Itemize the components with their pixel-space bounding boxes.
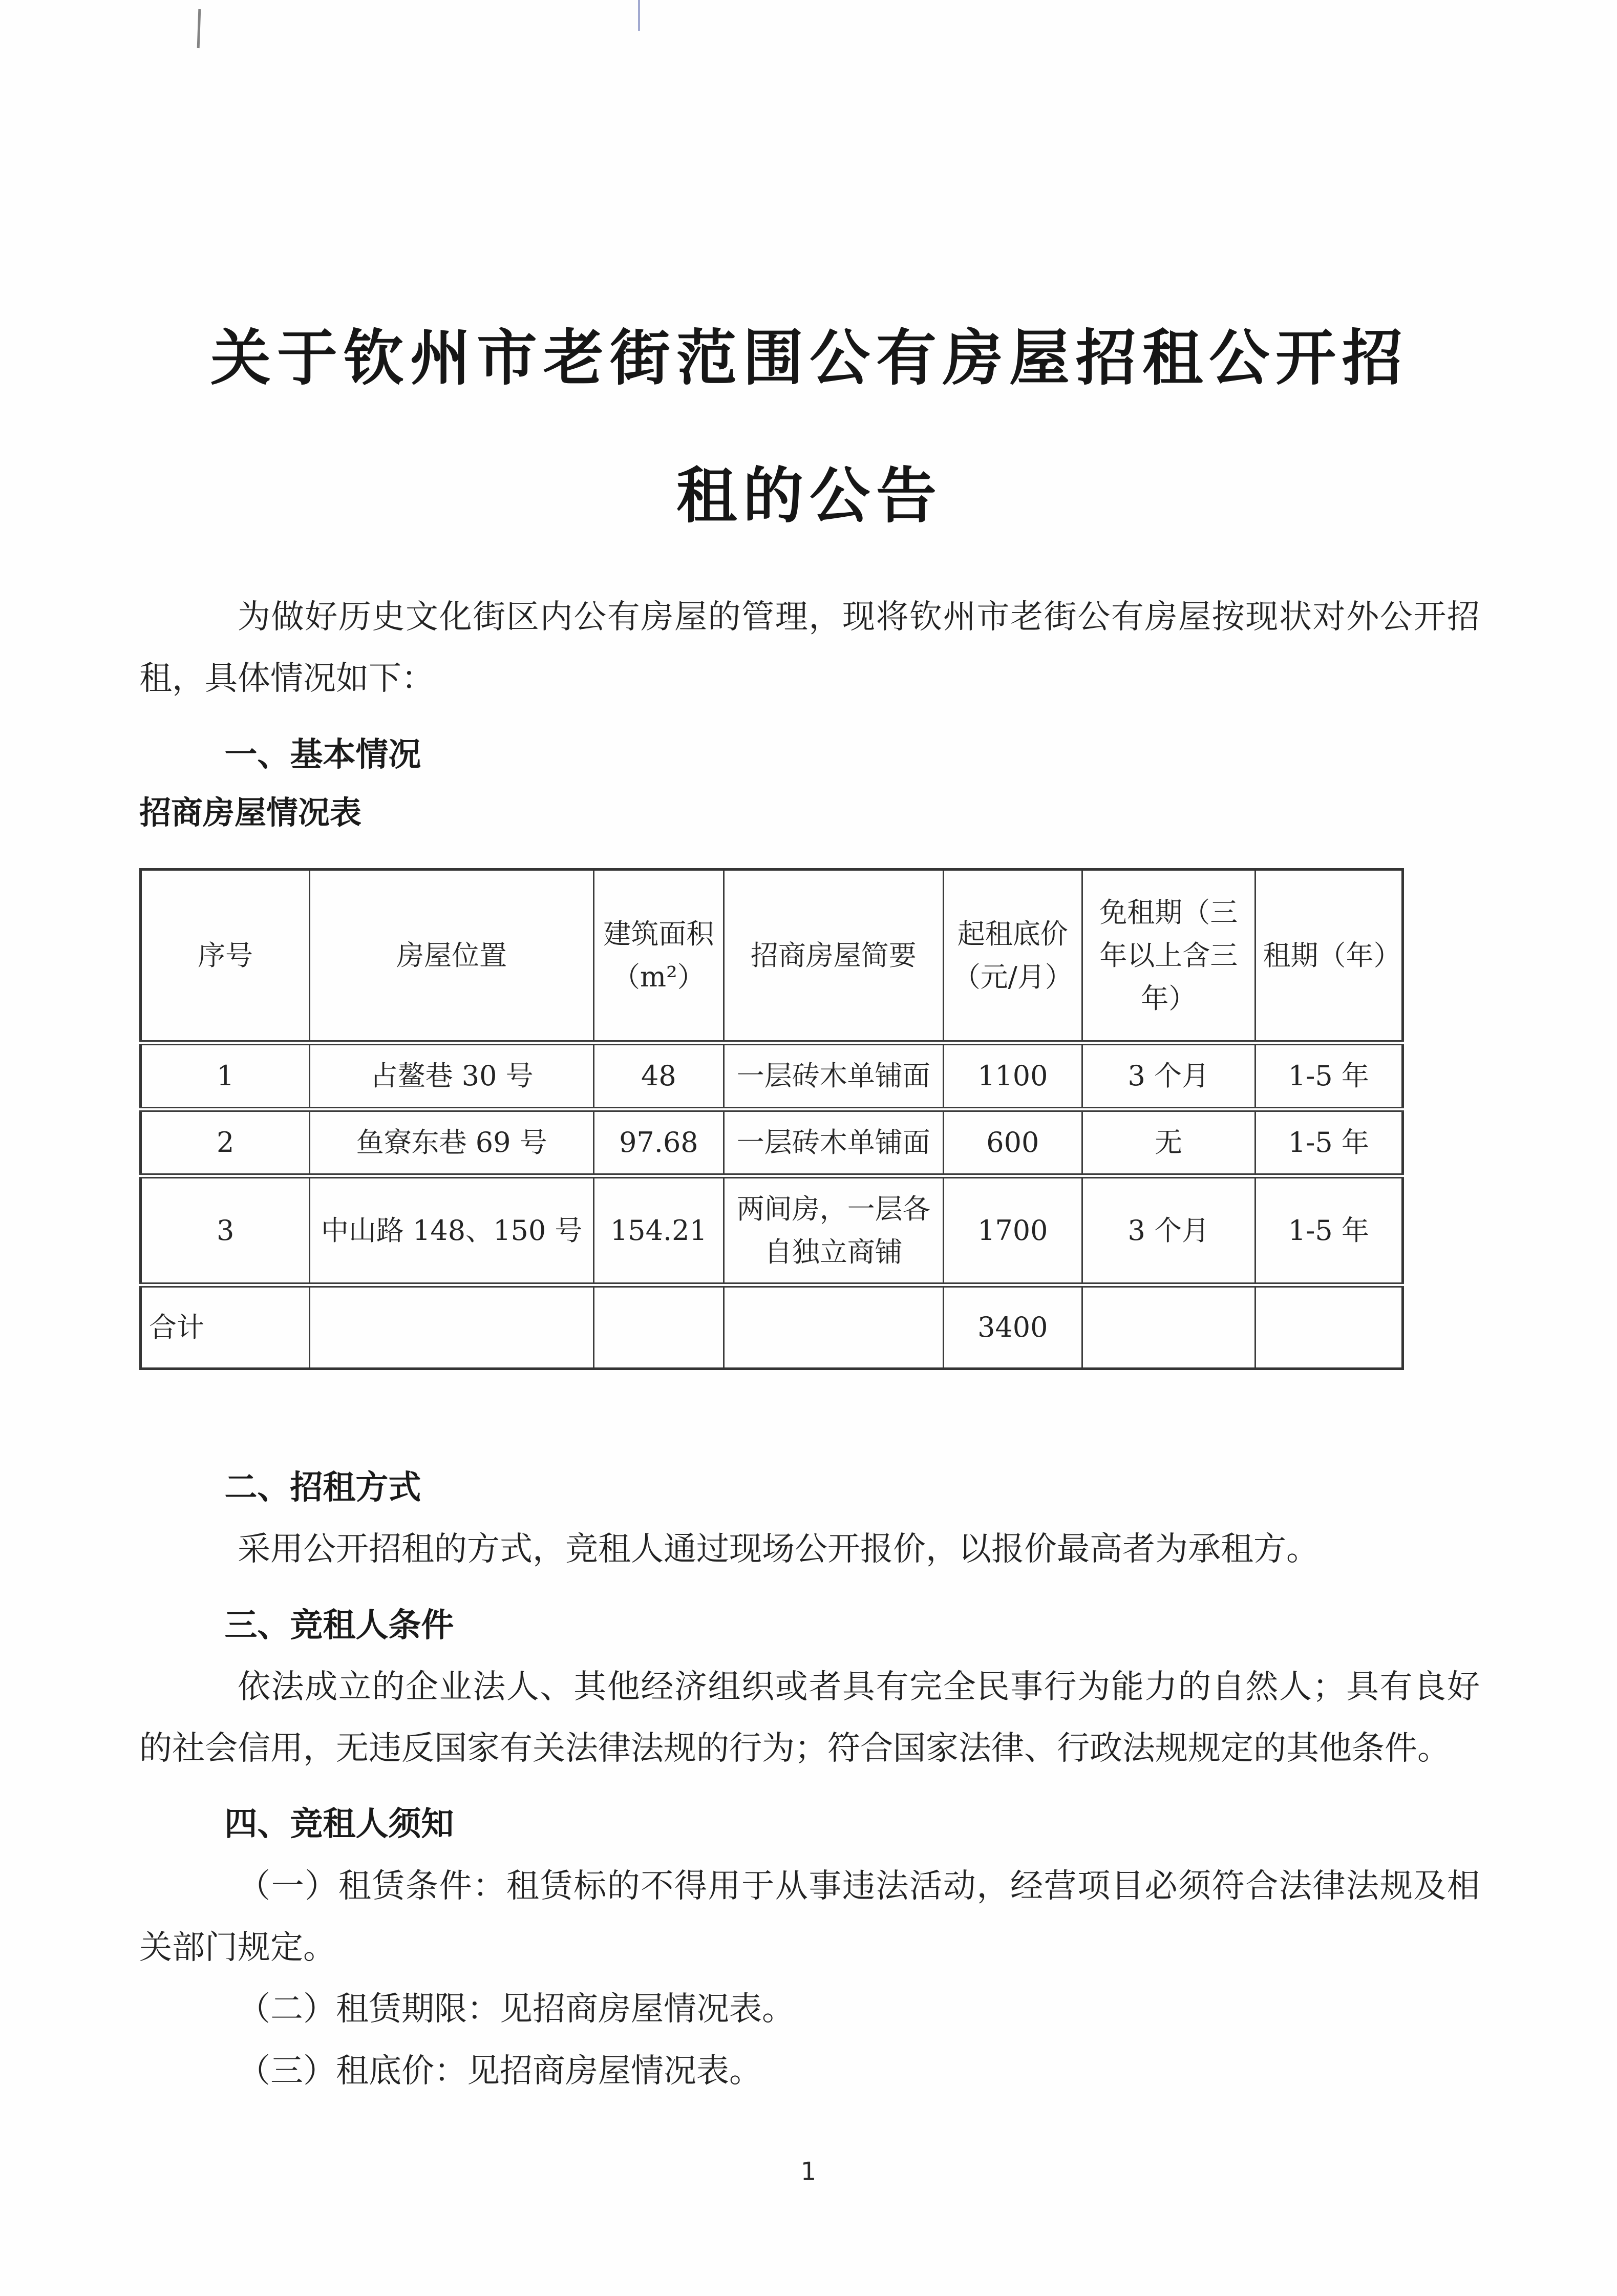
table-cell: 1100 xyxy=(943,1043,1082,1109)
table-cell xyxy=(310,1285,594,1368)
table-cell xyxy=(1082,1285,1255,1368)
table-cell: 1-5 年 xyxy=(1255,1176,1402,1285)
table-cell: 1700 xyxy=(943,1176,1082,1285)
section-conditions-body: 依法成立的企业法人、其他经济组织或者具有完全民事行为能力的自然人；具有良好的社会信用，无违反国家有关法律法规的行为；符合国家法律、行政法规规定的其他条件。 xyxy=(139,1668,1480,1768)
page-number: 1 xyxy=(800,2157,817,2186)
table-row-2 xyxy=(141,1109,1403,1176)
header-cell-term: 租期（年） xyxy=(1255,870,1402,1043)
housing-table xyxy=(139,868,1404,1370)
table-row-3 xyxy=(141,1176,1403,1285)
section-method-body: 采用公开招租的方式，竞租人通过现场公开报价，以报价最高者为承租方。 xyxy=(238,1530,1319,1569)
table-cell: 3 个月 xyxy=(1082,1043,1255,1109)
header-cell-area: 建筑面积（m²） xyxy=(593,870,724,1043)
table-cell: 1-5 年 xyxy=(1255,1043,1402,1109)
table-cell: 1 xyxy=(141,1043,310,1109)
notice-item-3: （三）租底价：见招商房屋情况表。 xyxy=(238,2052,762,2090)
header-cell-index: 序号 xyxy=(141,870,310,1043)
header-cell-base-price: 起租底价（元/月） xyxy=(943,870,1082,1043)
table-cell: 48 xyxy=(593,1043,724,1109)
table-cell: 鱼寮东巷 69 号 xyxy=(310,1109,594,1176)
notice-item-1: （一）租赁条件：租赁标的不得用于从事违法活动，经营项目必须符合法律法规及相关部门规定。 xyxy=(139,1867,1480,1967)
notice-item-2: （二）租赁期限：见招商房屋情况表。 xyxy=(238,1990,795,2029)
section-conditions-heading: 三、竞租人条件 xyxy=(224,1606,454,1645)
table-caption: 招商房屋情况表 xyxy=(139,794,362,831)
table-cell: 97.68 xyxy=(593,1109,724,1176)
header-cell-rent-free: 免租期（三年以上含三年） xyxy=(1082,870,1255,1043)
section-notice-heading: 四、竞租人须知 xyxy=(224,1805,454,1844)
table-cell xyxy=(593,1285,724,1368)
table-cell: 154.21 xyxy=(593,1176,724,1285)
table-cell: 中山路 148、150 号 xyxy=(310,1176,594,1285)
table-cell xyxy=(1255,1285,1402,1368)
header-cell-location: 房屋位置 xyxy=(310,870,594,1043)
table-cell: 一层砖木单铺面 xyxy=(724,1043,943,1109)
intro-paragraph: 为做好历史文化街区内公有房屋的管理，现将钦州市老街公有房屋按现状对外公开招租，具体情况如下： xyxy=(139,598,1480,698)
table-cell: 600 xyxy=(943,1109,1082,1176)
total-label-cell: 合计 xyxy=(141,1285,310,1368)
section-method-heading: 二、招租方式 xyxy=(224,1468,421,1507)
table-cell: 1-5 年 xyxy=(1255,1109,1402,1176)
page-title-line-1: 关于钦州市老街范围公有房屋招租公开招 xyxy=(210,323,1409,393)
header-cell-brief: 招商房屋简要 xyxy=(724,870,943,1043)
table-row-1 xyxy=(141,1043,1403,1109)
section-basic-heading: 一、基本情况 xyxy=(224,735,421,774)
table-cell: 2 xyxy=(141,1109,310,1176)
page-title xyxy=(139,289,1480,565)
table-cell: 3 个月 xyxy=(1082,1176,1255,1285)
table-total-row xyxy=(141,1285,1403,1368)
document-content xyxy=(139,0,1480,2102)
table-cell: 占鳌巷 30 号 xyxy=(310,1043,594,1109)
table-cell: 无 xyxy=(1082,1109,1255,1176)
table-cell: 一层砖木单铺面 xyxy=(724,1109,943,1176)
table-cell: 3 xyxy=(141,1176,310,1285)
table-cell xyxy=(724,1285,943,1368)
page-title-line-2: 租的公告 xyxy=(676,460,943,532)
table-cell: 两间房，一层各自独立商铺 xyxy=(724,1176,943,1285)
table-header-row xyxy=(141,870,1403,1043)
total-value-cell: 3400 xyxy=(943,1285,1082,1368)
